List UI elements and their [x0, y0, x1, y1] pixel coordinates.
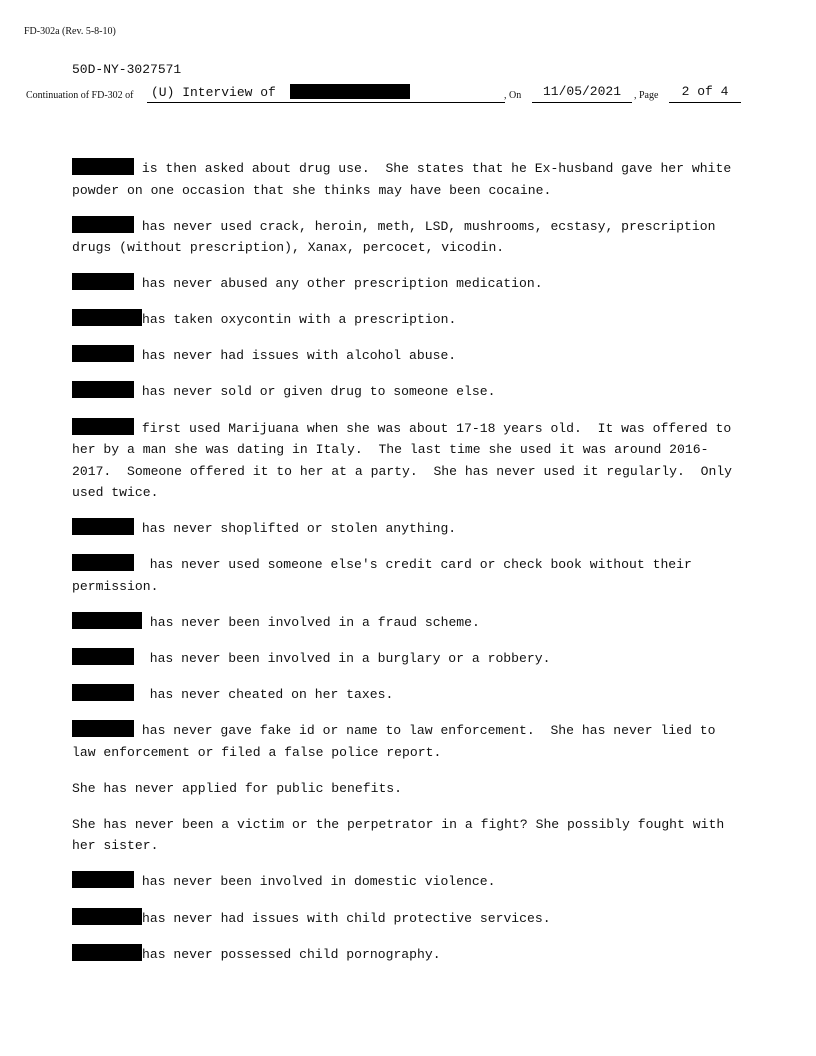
statement-paragraph	[72, 554, 744, 597]
paragraph-text: has taken oxycontin with a prescription.	[142, 312, 457, 328]
file-number: 50D-NY-3027571	[72, 62, 182, 77]
redaction-block	[72, 158, 134, 175]
redaction-block	[72, 381, 134, 398]
date-field: 11/05/2021	[532, 84, 632, 103]
statement-paragraph	[72, 273, 744, 295]
statement-paragraph	[72, 345, 744, 367]
paragraph-text: has never gave fake id or name to law enforcement. She has never lied to law enforcement or filed a false police report.	[72, 723, 724, 760]
redaction-block	[72, 345, 134, 362]
paragraph-text: has never been involved in a fraud scheme.	[142, 614, 480, 630]
redaction-block	[72, 648, 134, 665]
redaction-block	[72, 309, 142, 326]
redaction-block	[290, 84, 410, 99]
statement-paragraph	[72, 612, 744, 634]
paragraph-text: has never had issues with child protective services.	[142, 910, 551, 926]
statement-paragraph	[72, 908, 744, 930]
statement-paragraph	[72, 871, 744, 893]
redaction-block	[72, 518, 134, 535]
statement-paragraph	[72, 418, 744, 504]
paragraph-text: has never used someone else's credit card or check book without their permission.	[72, 557, 700, 594]
paragraph-text: She has never applied for public benefits.	[72, 780, 403, 796]
paragraph-text: has never been involved in a burglary or a robbery.	[134, 650, 551, 666]
paragraph-text: is then asked about drug use. She states that he Ex-husband gave her white powder on one occasion that she thinks may have been cocaine.	[72, 161, 740, 198]
on-label: , On	[504, 90, 522, 101]
redaction-block	[72, 554, 134, 571]
statement-paragraph	[72, 518, 744, 540]
statement-paragraph	[72, 309, 744, 331]
statement-paragraph	[72, 158, 744, 201]
redaction-block	[72, 418, 134, 435]
redaction-block	[72, 908, 142, 925]
paragraph-text: first used Marijuana when she was about 17-18 years old. It was offered to her by a man she was dating in Italy. The last time she used it was around 2016-2017. Someone offered it to her at a party. She has never used it regularly. Only used twice.	[72, 420, 740, 501]
redaction-block	[72, 871, 134, 888]
statement-paragraph	[72, 684, 744, 706]
redaction-block	[72, 944, 142, 961]
statement-paragraph	[72, 944, 744, 966]
paragraph-text: has never been involved in domestic violence.	[134, 874, 496, 890]
page-label: , Page	[634, 90, 659, 101]
page-field: 2 of 4	[669, 84, 741, 103]
paragraph-text: has never cheated on her taxes.	[134, 687, 394, 703]
redaction-block	[72, 273, 134, 290]
subject-text: (U) Interview of	[151, 85, 276, 100]
statement-paragraph	[72, 814, 744, 857]
paragraph-text: has never sold or given drug to someone else.	[134, 384, 496, 400]
paragraph-text: has never used crack, heroin, meth, LSD, mushrooms, ecstasy, prescription drugs (without prescription), Xanax, percocet, vicodin.	[72, 218, 724, 256]
statement-paragraph	[72, 648, 744, 670]
statement-paragraph	[72, 720, 744, 763]
redaction-block	[72, 216, 134, 233]
statement-paragraph	[72, 216, 744, 259]
interview-body	[72, 158, 744, 980]
continuation-label: Continuation of FD-302 of	[26, 90, 134, 101]
statement-paragraph	[72, 778, 744, 800]
continuation-header	[26, 83, 746, 103]
paragraph-text: has never possessed child pornography.	[142, 946, 441, 962]
redaction-block	[72, 684, 134, 701]
paragraph-text: has never shoplifted or stolen anything.	[134, 521, 457, 537]
subject-field	[147, 84, 505, 103]
form-revision-label: FD-302a (Rev. 5-8-10)	[24, 26, 116, 37]
statement-paragraph	[72, 381, 744, 403]
paragraph-text: has never had issues with alcohol abuse.	[134, 348, 457, 364]
redaction-block	[72, 720, 134, 737]
paragraph-text: She has never been a victim or the perpetrator in a fight? She possibly fought with her sister.	[72, 816, 733, 854]
paragraph-text: has never abused any other prescription medication.	[134, 276, 543, 292]
redaction-block	[72, 612, 142, 629]
